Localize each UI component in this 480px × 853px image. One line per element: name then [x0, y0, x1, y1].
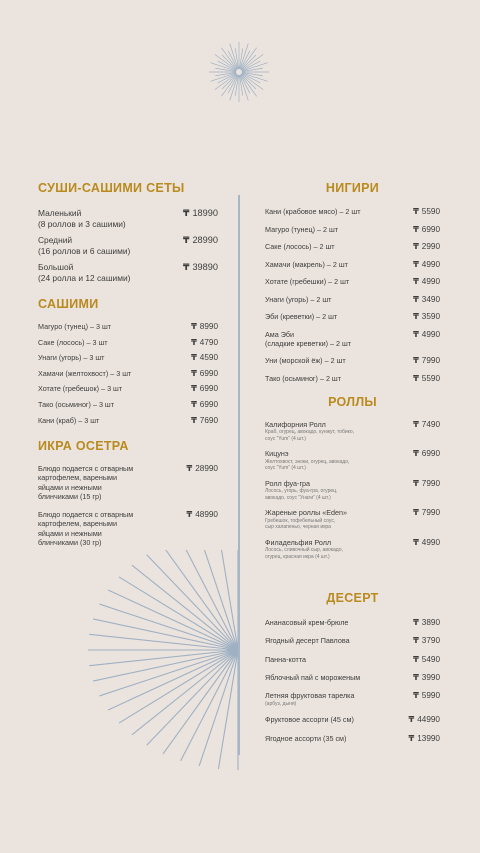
- item-name: Ананасовый крем-брюле: [265, 618, 349, 627]
- tenge-icon: ₸: [408, 733, 415, 743]
- left-column: [38, 180, 218, 556]
- price: [413, 673, 440, 683]
- price-value: 3490: [421, 294, 440, 304]
- item-name: Калифорния Ролл: [265, 419, 326, 429]
- menu-item: [265, 295, 440, 305]
- item-description: соус “Yum” (4 шт.): [265, 465, 306, 471]
- price-value: 48990: [195, 509, 218, 519]
- price: [191, 338, 218, 348]
- price: [191, 369, 218, 379]
- menu-item: [265, 207, 440, 217]
- item-name: (16 роллов и 6 сашими): [38, 246, 131, 256]
- menu-item: [265, 673, 440, 683]
- item-description: Лосось, угорь, фуа-гра, огурец,: [265, 488, 338, 494]
- ray: [241, 74, 256, 89]
- tenge-icon: ₸: [413, 329, 419, 339]
- item-name: Ама Эби: [265, 329, 295, 339]
- item-name-block: [265, 277, 390, 287]
- tenge-icon: ₸: [413, 259, 419, 269]
- price: [191, 416, 218, 426]
- item-name: Хотате (гребешки) – 2 шт: [265, 277, 350, 286]
- price-value: 39890: [192, 262, 218, 272]
- item-name: Саке (лосось) – 3 шт: [38, 337, 108, 347]
- right-column: [265, 180, 440, 752]
- menu-item: [265, 225, 440, 235]
- price-value: 18990: [192, 208, 218, 218]
- nigiri-list: [265, 207, 440, 384]
- caviar-list: [38, 464, 218, 548]
- price-value: 3790: [421, 636, 440, 646]
- tenge-icon: ₸: [413, 207, 419, 216]
- price: [413, 374, 440, 384]
- price: [413, 356, 440, 366]
- item-name-block: [38, 400, 163, 410]
- tenge-icon: ₸: [183, 235, 190, 245]
- price: [413, 207, 440, 217]
- ray: [222, 55, 237, 70]
- item-name-block: [265, 295, 390, 305]
- item-name: Маленький: [38, 208, 82, 218]
- section-title-sets: СУШИ-САШИМИ СЕТЫ: [38, 181, 185, 195]
- price-value: 5590: [421, 373, 440, 383]
- price: [413, 225, 440, 235]
- item-name: Яблочный пай с мороженым: [265, 672, 361, 682]
- price-value: 4990: [421, 277, 440, 286]
- ray: [93, 619, 238, 650]
- price: [183, 262, 218, 273]
- ray: [108, 590, 238, 650]
- menu-item: [265, 277, 440, 287]
- item-name: Эби (креветки) – 2 шт: [265, 312, 338, 321]
- section-title-rolls: РОЛЛЫ: [328, 394, 377, 409]
- price: [413, 277, 440, 287]
- tenge-icon: ₸: [413, 478, 419, 488]
- item-name-block: [38, 353, 163, 363]
- item-description: огурец, красная икра (4 шт.): [265, 553, 330, 560]
- price-value: 6990: [199, 399, 218, 409]
- item-name-block: [38, 416, 163, 426]
- menu-item: [38, 208, 218, 230]
- ray: [163, 550, 238, 650]
- menu-item: [265, 260, 440, 270]
- item-name: (24 ролла и 12 сашими): [38, 273, 131, 283]
- menu-item: [265, 312, 440, 322]
- item-name-block: [265, 225, 390, 235]
- ray: [222, 74, 237, 89]
- price: [413, 330, 440, 340]
- item-name: картофелем, вареными: [38, 519, 117, 529]
- dessert-list: [265, 618, 440, 744]
- price: [187, 510, 218, 520]
- price: [413, 242, 440, 252]
- item-name-block: [265, 242, 390, 252]
- price: [413, 260, 440, 270]
- price-value: 8990: [199, 322, 218, 331]
- item-name-block: [265, 449, 390, 472]
- tenge-icon: ₸: [186, 509, 193, 519]
- item-name: блинчиками (30 гр): [38, 538, 102, 548]
- price-value: 4790: [199, 337, 218, 347]
- price-value: 3590: [421, 312, 440, 321]
- ray: [132, 650, 238, 735]
- item-name: Блюдо подается с отварным: [38, 509, 134, 519]
- item-name-block: [265, 479, 390, 502]
- item-name: (8 роллов и 3 сашими): [38, 219, 126, 229]
- ray: [241, 55, 256, 70]
- item-description: Краб, огурец, авокадо, кунжут, тобико,: [265, 429, 355, 435]
- price: [413, 618, 440, 628]
- price-value: 6990: [421, 224, 440, 234]
- item-name: Кицунэ: [265, 449, 289, 458]
- item-name: картофелем, вареными: [38, 473, 117, 483]
- tenge-icon: ₸: [408, 715, 415, 725]
- item-name-block: [38, 369, 163, 379]
- price-value: 2990: [421, 242, 440, 251]
- item-name: Хамачи (макрель) – 2 шт: [265, 259, 348, 269]
- tenge-icon: ₸: [413, 242, 419, 251]
- menu-item: [265, 691, 440, 707]
- tenge-icon: ₸: [413, 654, 419, 664]
- price-value: 7990: [421, 478, 440, 488]
- item-name: Фруктовое ассорти (45 см): [265, 715, 354, 725]
- price-value: 4990: [421, 259, 440, 269]
- price: [413, 538, 440, 548]
- price: [413, 508, 440, 518]
- price-value: 28990: [195, 463, 218, 473]
- menu-item: [38, 416, 218, 426]
- item-name: Унаги (угорь) – 2 шт: [265, 294, 332, 304]
- ray: [93, 650, 238, 681]
- price-value: 4990: [421, 329, 440, 339]
- price: [409, 734, 440, 744]
- price-value: 44990: [417, 715, 440, 725]
- item-name: Хамачи (желтохвост) – 3 шт: [38, 368, 132, 378]
- menu-item: [265, 356, 440, 366]
- item-name-block: [265, 356, 390, 366]
- price: [413, 312, 440, 322]
- section-title-caviar: ИКРА ОСЕТРА: [38, 438, 129, 453]
- price-value: 4990: [421, 537, 440, 547]
- item-name: Хотате (гребешок) – 3 шт: [38, 384, 123, 394]
- item-name-block: [265, 655, 390, 665]
- section-title-nigiri: НИГИРИ: [325, 181, 380, 195]
- item-name-block: [265, 207, 390, 217]
- menu-item: [38, 338, 218, 348]
- tenge-icon: ₸: [191, 337, 197, 347]
- half-sunburst-icon: [80, 550, 240, 770]
- menu-item: [38, 322, 218, 332]
- menu-item: [265, 636, 440, 646]
- item-name-block: [265, 420, 390, 443]
- item-name: Филадельфия Ролл: [265, 537, 332, 547]
- item-name: Кани (краб) – 3 шт: [38, 415, 100, 425]
- menu-item: [265, 538, 440, 561]
- sashimi-list: [38, 322, 218, 426]
- ray: [108, 650, 238, 710]
- menu-item: [265, 618, 440, 628]
- item-name: яйцами и нежными: [38, 482, 102, 492]
- menu-item: [265, 479, 440, 502]
- item-name: Панна-котта: [265, 654, 307, 664]
- item-name-block: [38, 208, 163, 230]
- item-name-block: [38, 322, 163, 332]
- price-value: 3990: [421, 672, 440, 682]
- price-value: 13990: [417, 733, 440, 743]
- item-name: Жареные роллы «Eden»: [265, 508, 348, 517]
- item-name: Ролл фуа-гра: [265, 478, 311, 488]
- menu-item: [265, 420, 440, 443]
- item-name-block: [265, 508, 390, 531]
- item-name-block: [265, 636, 390, 646]
- price-value: 6990: [199, 368, 218, 378]
- item-name-block: [38, 464, 163, 502]
- price: [413, 655, 440, 665]
- item-name: Ягодное ассорти (35 см): [265, 733, 347, 743]
- item-name: Магуро (тунец) – 3 шт: [38, 322, 112, 331]
- price: [191, 384, 218, 394]
- item-name: Унаги (угорь) – 3 шт: [38, 353, 105, 363]
- price: [183, 235, 218, 246]
- price: [413, 479, 440, 489]
- tenge-icon: ₸: [413, 419, 419, 429]
- item-note: (арбуз, дыня): [265, 700, 297, 707]
- tenge-icon: ₸: [413, 508, 419, 517]
- price-value: 28990: [192, 235, 218, 245]
- price: [413, 295, 440, 305]
- tenge-icon: ₸: [191, 368, 197, 378]
- menu-item: [265, 734, 440, 744]
- tenge-icon: ₸: [191, 399, 197, 409]
- item-name: Тако (осьминог) – 2 шт: [265, 373, 341, 383]
- menu-item: [265, 508, 440, 531]
- item-name: Магуро (тунец) – 2 шт: [265, 224, 339, 234]
- item-name-block: [265, 312, 390, 322]
- price-value: 7990: [421, 508, 440, 517]
- item-description: авокадо, соус “Унаги” (4 шт.): [265, 494, 331, 501]
- price: [191, 353, 218, 363]
- ray: [132, 565, 238, 650]
- price-value: 4590: [199, 353, 218, 363]
- tenge-icon: ₸: [413, 449, 419, 458]
- price: [413, 636, 440, 646]
- item-name-block: [265, 260, 390, 270]
- item-description: Гребешок, тофебельный соус,: [265, 517, 336, 524]
- tenge-icon: ₸: [413, 224, 419, 234]
- item-name-block: [265, 330, 390, 349]
- price-value: 5590: [421, 207, 440, 216]
- item-name: Ягодный десерт Павлова: [265, 636, 350, 646]
- menu-item: [265, 374, 440, 384]
- tenge-icon: ₸: [183, 262, 190, 272]
- item-name-block: [38, 510, 163, 548]
- tenge-icon: ₸: [413, 672, 419, 682]
- item-description: Желтохвост, эноки, огурец, авокадо,: [265, 458, 350, 465]
- item-name-block: [265, 538, 390, 561]
- item-name-block: [265, 715, 390, 725]
- item-name: Кани (крабовое мясо) – 2 шт: [265, 207, 361, 216]
- tenge-icon: ₸: [413, 373, 419, 383]
- ray: [163, 650, 238, 754]
- menu-item: [38, 262, 218, 284]
- item-name: Саке (лосось) – 2 шт: [265, 242, 335, 251]
- item-description: соус “Yum” (4 шт.): [265, 435, 306, 442]
- menu-item: [265, 715, 440, 725]
- tenge-icon: ₸: [191, 322, 197, 331]
- menu-item: [38, 353, 218, 363]
- item-description: сыр халапеньо, черная икра: [265, 524, 331, 530]
- menu-item: [38, 384, 218, 394]
- center-divider: [238, 195, 240, 755]
- price-value: 5490: [421, 654, 440, 664]
- price-value: 3890: [421, 618, 440, 627]
- menu-item: [265, 449, 440, 472]
- item-name-block: [265, 734, 390, 744]
- item-name-block: [265, 618, 390, 628]
- price: [409, 715, 440, 725]
- price-value: 7990: [421, 356, 440, 365]
- item-name: блинчиками (15 гр): [38, 492, 102, 502]
- item-name-block: [38, 262, 163, 284]
- rolls-list: [265, 420, 440, 561]
- tenge-icon: ₸: [191, 353, 197, 363]
- tenge-icon: ₸: [186, 463, 193, 473]
- section-title-sashimi: САШИМИ: [38, 297, 99, 311]
- item-name: Средний: [38, 235, 73, 245]
- ray: [199, 650, 238, 766]
- price: [413, 449, 440, 459]
- item-name: Большой: [38, 262, 74, 272]
- price: [191, 400, 218, 410]
- menu-item: [38, 464, 218, 502]
- price: [183, 208, 218, 219]
- item-name-block: [265, 673, 390, 683]
- item-name-block: [38, 384, 163, 394]
- price-value: 6990: [199, 384, 218, 394]
- item-name: Уни (морской ёж) – 2 шт: [265, 356, 346, 365]
- item-name-block: [265, 691, 390, 707]
- tenge-icon: ₸: [413, 691, 419, 701]
- tenge-icon: ₸: [413, 537, 419, 547]
- price-value: 6990: [421, 449, 440, 458]
- item-name-block: [38, 338, 163, 348]
- item-name-block: [38, 235, 163, 257]
- price-value: 7490: [421, 419, 440, 429]
- section-title-dessert: ДЕСЕРТ: [326, 591, 379, 605]
- tenge-icon: ₸: [191, 384, 197, 394]
- menu-item: [265, 242, 440, 252]
- menu-item: [265, 655, 440, 665]
- item-name: Летняя фруктовая тарелка: [265, 691, 355, 701]
- price: [191, 322, 218, 332]
- price: [413, 691, 440, 701]
- sets-list: [38, 208, 218, 284]
- menu-item: [38, 510, 218, 548]
- item-name: (сладкие креветки) – 2 шт: [265, 339, 352, 348]
- item-name: Тако (осьминог) – 3 шт: [38, 399, 114, 409]
- item-name: Блюдо подается с отварным: [38, 463, 134, 473]
- price-value: 5990: [421, 691, 440, 701]
- menu-item: [265, 330, 440, 349]
- tenge-icon: ₸: [191, 415, 197, 425]
- tenge-icon: ₸: [413, 312, 419, 321]
- menu-item: [38, 235, 218, 257]
- price-value: 7690: [199, 415, 218, 425]
- tenge-icon: ₸: [413, 636, 419, 646]
- price: [187, 464, 218, 474]
- tenge-icon: ₸: [413, 618, 419, 627]
- sunburst-icon: [207, 40, 271, 104]
- menu-item: [38, 369, 218, 379]
- item-name: яйцами и нежными: [38, 528, 102, 538]
- tenge-icon: ₸: [413, 277, 419, 286]
- item-description: Лосось, сливочный сыр, авокадо,: [265, 547, 343, 553]
- price: [413, 420, 440, 430]
- tenge-icon: ₸: [413, 294, 419, 304]
- tenge-icon: ₸: [183, 208, 190, 218]
- menu-item: [38, 400, 218, 410]
- tenge-icon: ₸: [413, 356, 419, 365]
- item-name-block: [265, 374, 390, 384]
